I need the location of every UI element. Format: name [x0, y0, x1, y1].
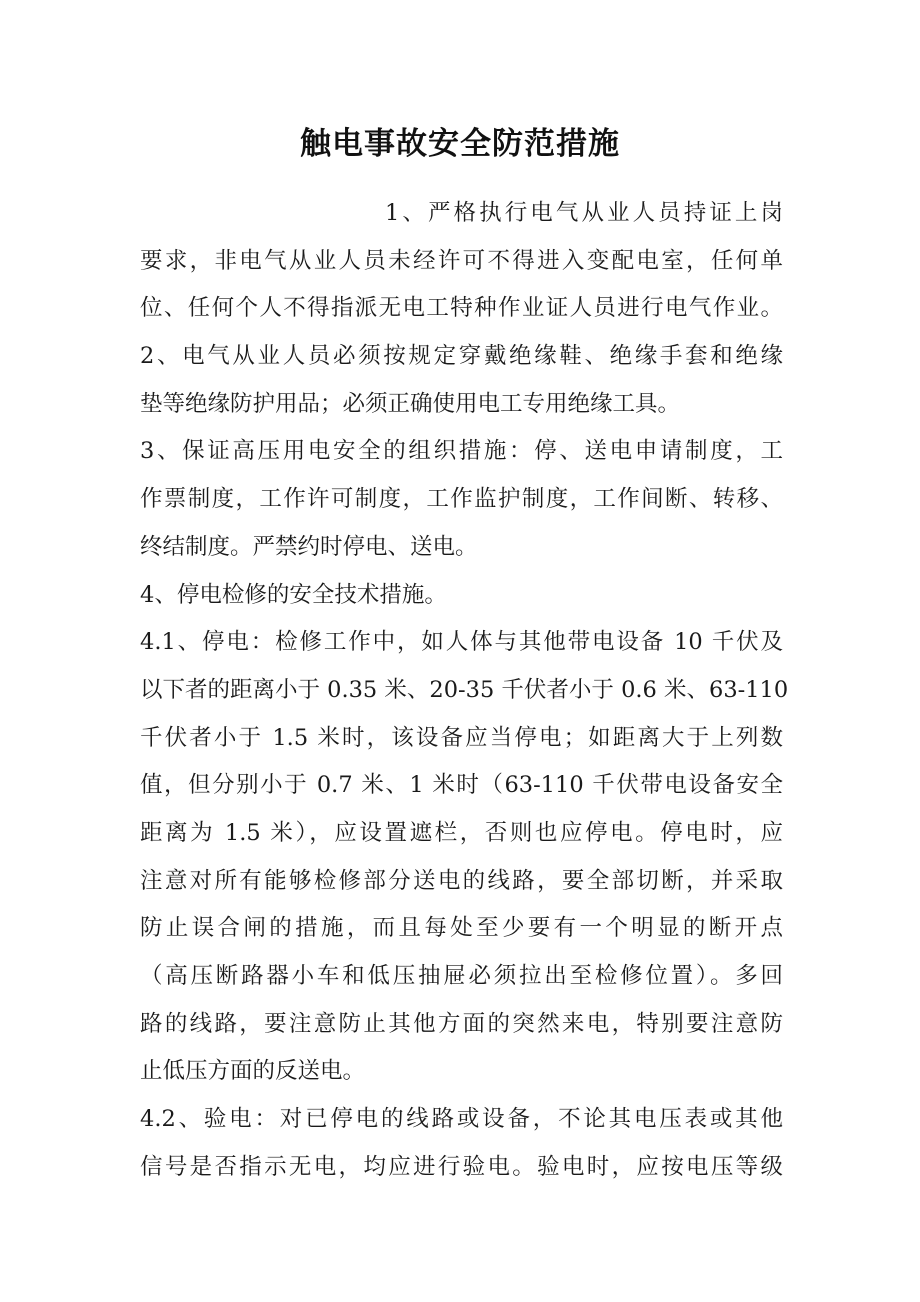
text-line: 垫等绝缘防护用品；必须正确使用电工专用绝缘工具。 — [140, 390, 681, 417]
text-line: 防止误合闸的措施，而且每处至少要有一个明显的断开点 — [140, 915, 783, 942]
text-line: 千伏者小于 1.5 米时，该设备应当停电；如距离大于上列数 — [140, 724, 783, 751]
text-line: 4、停电检修的安全技术措施。 — [140, 581, 447, 608]
text-line: （高压断路器小车和低压抽屉必须拉出至检修位置）。多回 — [140, 963, 783, 989]
document-body — [140, 190, 789, 1191]
text-line: 3、保证高压用电安全的组织措施：停、送电申请制度，工 — [140, 438, 783, 465]
text-line: 要求，非电气从业人员未经许可不得进入变配电室，任何单 — [140, 247, 783, 274]
text-line: 2、电气从业人员必须按规定穿戴绝缘鞋、绝缘手套和绝缘 — [140, 343, 783, 370]
text-line: 止低压方面的反送电。 — [140, 1058, 366, 1085]
text-line: 位、任何个人不得指派无电工特种作业证人员进行电气作业。 — [140, 295, 783, 322]
text-line: 距离为 1.5 米），应设置遮栏，否则也应停电。停电时，应 — [140, 819, 783, 846]
text-line: 1、严格执行电气从业人员持证上岗 — [385, 200, 783, 226]
text-line: 信号是否指示无电，均应进行验电。验电时，应按电压等级 — [140, 1153, 783, 1180]
text-line: 4.1、停电：检修工作中，如人体与其他带电设备 10 千伏及 — [140, 629, 783, 656]
text-line: 路的线路，要注意防止其他方面的突然来电，特别要注意防 — [140, 1010, 783, 1037]
text-line: 作票制度，工作许可制度，工作监护制度，工作间断、转移、 — [140, 486, 783, 513]
text-line: 注意对所有能够检修部分送电的线路，要全部切断，并采取 — [140, 867, 783, 894]
text-line: 4.2、验电：对已停电的线路或设备，不论其电压表或其他 — [140, 1106, 783, 1133]
document-title: 触电事故安全防范措施 — [300, 126, 620, 162]
text-line: 终结制度。严禁约时停电、送电。 — [140, 533, 478, 560]
text-line: 以下者的距离小于 0.35 米、20-35 千伏者小于 0.6 米、63-110 — [140, 676, 789, 703]
text-line: 值，但分别小于 0.7 米、1 米时（63-110 千伏带电设备安全 — [140, 772, 783, 799]
